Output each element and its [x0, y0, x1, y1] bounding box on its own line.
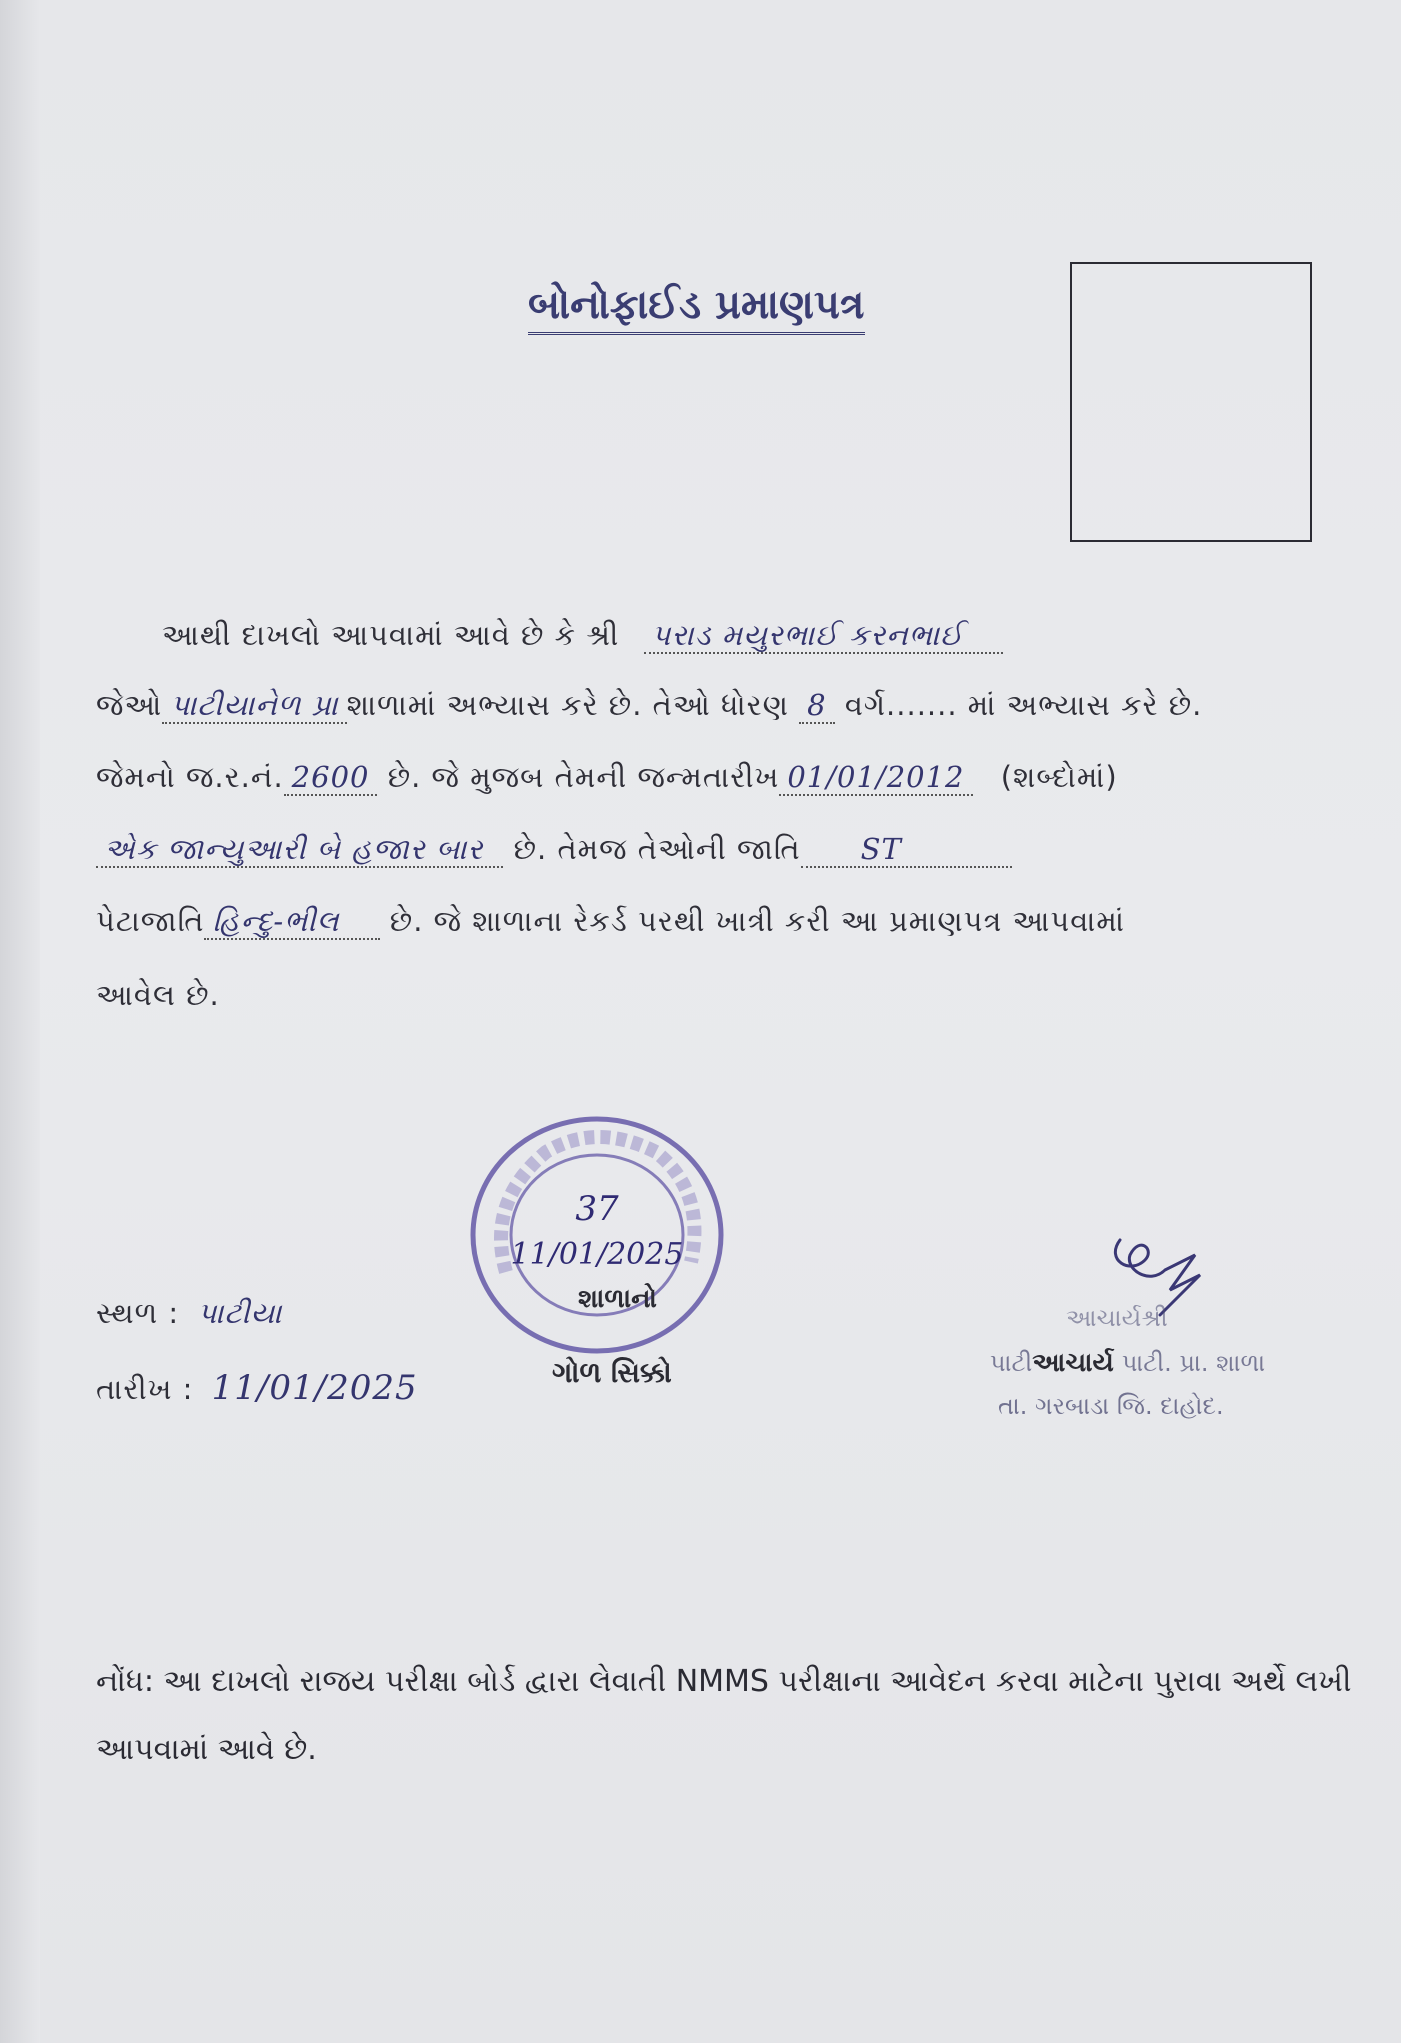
note-line-1: નોંધ: આ દાખલો રાજય પરીક્ષા બોર્ડ દ્વારા લેવાતી NMMS પરીક્ષાના આવેદન કરવા માટેના પુરાવા અર્થે લખી: [96, 1664, 1352, 1699]
date-label: તારીખ :: [96, 1372, 194, 1406]
principal-stamp-school: પાટીઆચાર્ય પાટી. પ્રા. શાળા: [990, 1348, 1266, 1378]
principal-stamp-address: તા. ગરબાડા જિ. દાહોદ.: [998, 1392, 1224, 1420]
subcaste-value: હિન્દુ-ભીલ: [204, 904, 379, 940]
seal-date: 11/01/2025: [510, 1237, 684, 1272]
photo-box: [1070, 262, 1312, 542]
note-block: [96, 1648, 1351, 1784]
caste-value: ST: [801, 832, 1012, 868]
body-line-4: [96, 832, 1012, 867]
date-row: [96, 1368, 426, 1408]
line3-prefix: જેમનો જ.ર.નં.: [96, 760, 284, 794]
standard-value: 8: [799, 688, 834, 724]
body-line-1: [162, 618, 1003, 653]
body-line-3: [96, 760, 1118, 795]
principal-stamp-school-text: પાટી. પ્રા. શાળા: [1121, 1349, 1266, 1377]
student-name: પરાડ મયુરભાઈ કરનભાઈ: [644, 618, 1004, 654]
principal-label: આચાર્ય: [1032, 1348, 1114, 1378]
principal-stamp-title: આચાર્યશ્રી: [1066, 1304, 1168, 1332]
school-name: પાટીયાનેળ પ્રા: [162, 688, 346, 724]
body-line-2: [96, 688, 1202, 723]
paper-shadow-edge: [0, 0, 40, 2043]
place-row: [96, 1296, 290, 1331]
certificate-title: બોનોફાઈડ પ્રમાણપત્ર: [528, 282, 865, 335]
birth-date-words: એક જાન્યુઆરી બે હજાર બાર: [96, 832, 503, 868]
seal-number: 37: [575, 1189, 619, 1229]
seal-caption-round: ગોળ સિક્કો: [552, 1356, 672, 1389]
line5-suffix: છે. જે શાળાના રેકર્ડ પરથી ખાત્રી કરી આ પ્રમાણપત્ર આપવામાં: [389, 904, 1125, 938]
body-line-6: આવેલ છે.: [96, 978, 220, 1012]
school-round-seal: [466, 1112, 728, 1358]
line2-suffix: વર્ગ....... માં અભ્યાસ કરે છે.: [844, 688, 1203, 722]
line2-mid: શાળામાં અભ્યાસ કરે છે. તેઓ ધોરણ: [346, 688, 789, 722]
place-label: સ્થળ :: [96, 1296, 180, 1330]
note-line-2: આપવામાં આવે છે.: [96, 1732, 317, 1767]
line2-prefix: જેઓ: [96, 688, 163, 722]
seal-caption-school: શાળાનો: [578, 1284, 657, 1314]
date-value: 11/01/2025: [211, 1368, 418, 1408]
line5-prefix: પેટાજાતિ: [96, 904, 205, 938]
line3-mid: છે. જે મુજબ તેમની જન્મતારીખ: [387, 760, 780, 794]
line3-suffix: (શબ્દોમાં): [1000, 760, 1118, 794]
birth-date: 01/01/2012: [779, 760, 972, 796]
place-value: પાટીયા: [197, 1296, 283, 1330]
register-number: 2600: [284, 760, 378, 796]
body-line-5: [96, 904, 1125, 939]
line4-mid: છે. તેમજ તેઓની જાતિ: [513, 832, 801, 866]
line1-prefix: આથી દાખલો આપવામાં આવે છે કે શ્રી: [162, 618, 620, 652]
